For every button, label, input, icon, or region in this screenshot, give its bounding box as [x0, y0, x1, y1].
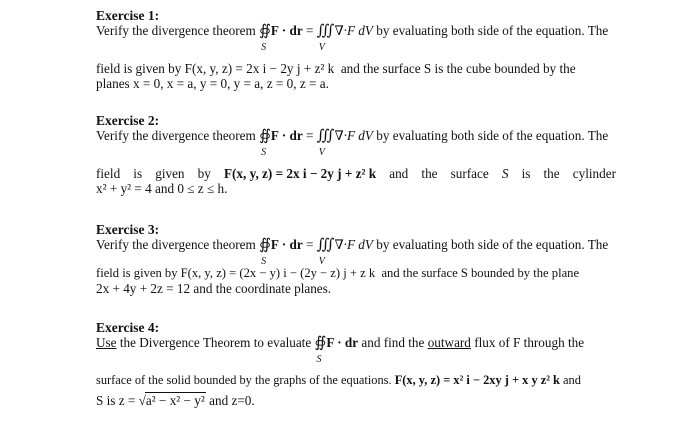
surface-integral-symbol: ∯ S [259, 23, 267, 53]
exercise-field-line: field is given by F(x, y, z) = 2x i − 2y j + z² k and the surface S is the cube bounded by the [96, 61, 576, 76]
exercise-field-line: field is given by F(x, y, z) = 2x i − 2y j + z² k and the surface S is the cylinder [96, 166, 616, 181]
exercise-surface-line: 2x + 4y + 2z = 12 and the coordinate planes. [96, 281, 332, 296]
exercise-statement: Verify the divergence theorem ∯ S F · dr = ∭ V ∇·F dV by evaluating both side of the equation. The [96, 23, 609, 53]
exercise-surface-line: x² + y² = 4 and 0 ≤ z ≤ h. [96, 181, 228, 196]
exercise-title: Exercise 4: [96, 320, 160, 335]
exercise-1 [96, 8, 616, 91]
exercise-surface-line: planes x = 0, x = a, y = 0, y = a, z = 0, z = a. [96, 76, 329, 91]
volume-integral-symbol: ∭ V [316, 237, 331, 267]
volume-integral-symbol: ∭ V [316, 128, 331, 158]
square-root-icon: √ [138, 393, 146, 408]
exercise-field-line: surface of the solid bounded by the graphs of the equations. F(x, y, z) = x² i − 2xy j + x y z² k and [96, 373, 581, 387]
volume-integral-symbol: ∭ V [316, 23, 331, 53]
exercise-surface-line: S is z = √a² − x² − y² and z=0. [96, 393, 255, 408]
exercise-title: Exercise 2: [96, 113, 160, 128]
exercise-4 [96, 320, 616, 408]
exercise-field-line: field is given by F(x, y, z) = (2x − y) i − (2y − z) j + z k and the surface S bounded by the plane [96, 266, 580, 280]
exercise-statement: Verify the divergence theorem ∯ S F · dr = ∭ V ∇·F dV by evaluating both side of the equation. The [96, 237, 609, 267]
surface-integral-symbol: ∯ S [259, 128, 267, 158]
exercise-3 [96, 222, 616, 296]
surface-integral-symbol: ∯ S [259, 237, 267, 267]
exercise-statement: Verify the divergence theorem ∯ S F · dr = ∭ V ∇·F dV by evaluating both side of the equation. The [96, 128, 609, 158]
surface-integral-symbol: ∯ S [314, 335, 323, 365]
exercise-title: Exercise 1: [96, 8, 160, 23]
exercise-2 [96, 113, 616, 196]
exercise-title: Exercise 3: [96, 222, 160, 237]
exercise-statement: Use the Divergence Theorem to evaluate ∯ S F · dr and find the outward flux of F through the [96, 335, 585, 365]
